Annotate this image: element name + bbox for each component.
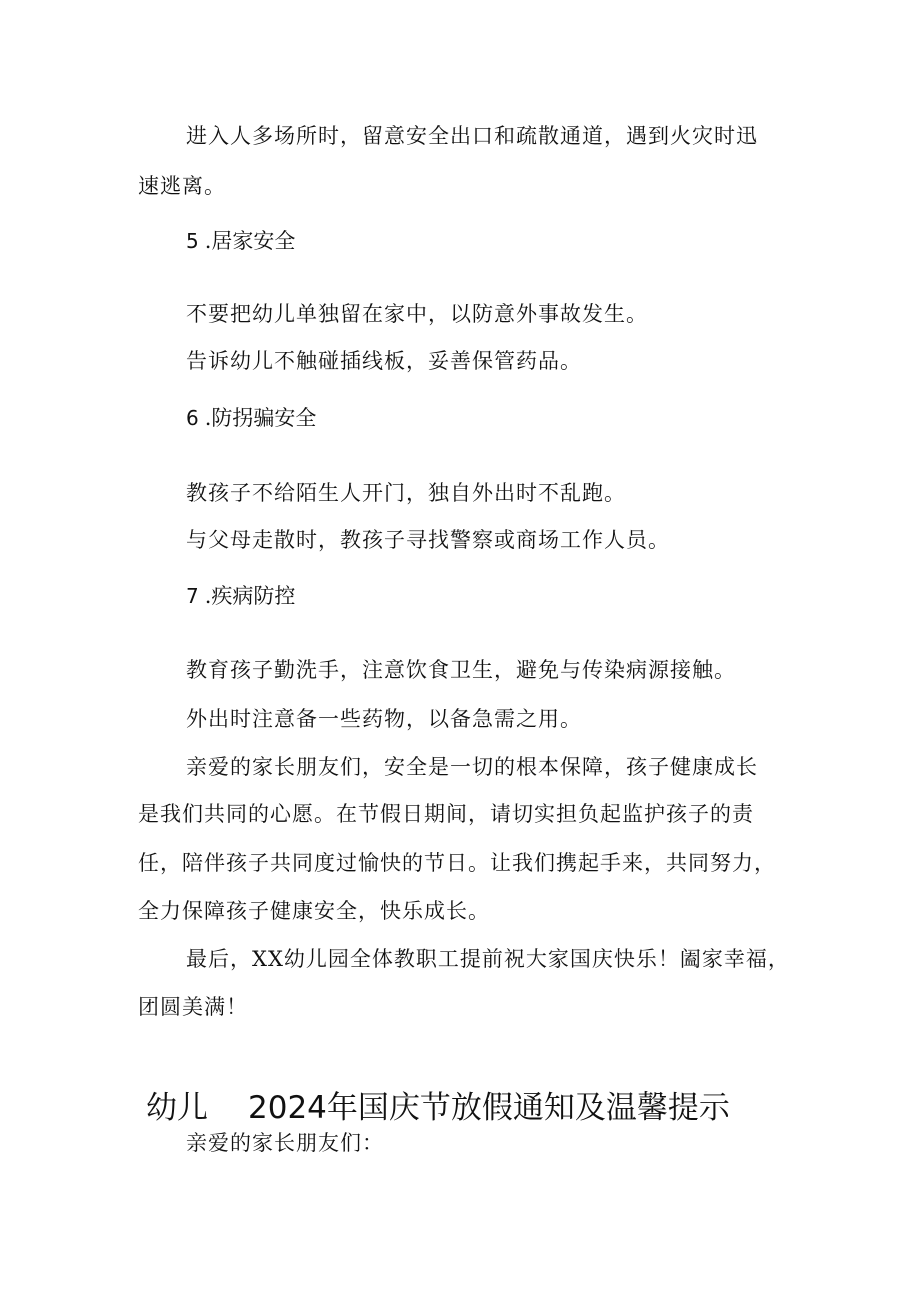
paragraph-greetings-line1: 最后，XX幼儿园全体教职工提前祝大家国庆快乐！阖家幸福，	[186, 947, 790, 971]
notice-title-part2: 2024年国庆节放假通知及温馨提示	[248, 1090, 730, 1126]
section-title: .防拐骗安全	[204, 406, 317, 430]
paragraph-closing-line4: 全力保障孩子健康安全，快乐成长。	[138, 899, 490, 923]
paragraph-disease-control-1: 教育孩子勤洗手，注意饮食卫生，避免与传染病源接触。	[186, 658, 736, 682]
section-heading-home-safety	[186, 227, 295, 255]
notice-title	[146, 1088, 730, 1128]
paragraph-fire-safety-line2: 速逃离。	[138, 174, 226, 198]
notice-greeting: 亲爱的家长朋友们：	[186, 1131, 384, 1155]
paragraph-anti-abduction-2: 与父母走散时，教孩子寻找警察或商场工作人员。	[186, 528, 670, 552]
paragraph-closing-line2: 是我们共同的心愿。在节假日期间，请切实担负起监护孩子的责	[138, 802, 754, 826]
section-title: .居家安全	[204, 229, 296, 253]
paragraph-fire-safety-line1: 进入人多场所时，留意安全出口和疏散通道，遇到火灾时迅	[186, 124, 758, 148]
paragraph-closing-line3: 任，陪伴孩子共同度过愉快的节日。让我们携起手来，共同努力，	[138, 851, 776, 875]
paragraph-disease-control-2: 外出时注意备一些药物，以备急需之用。	[186, 707, 582, 731]
paragraph-closing-line1: 亲爱的家长朋友们，安全是一切的根本保障，孩子健康成长	[186, 755, 758, 779]
paragraph-anti-abduction-1: 教孩子不给陌生人开门，独自外出时不乱跑。	[186, 481, 626, 505]
paragraph-greetings-line2: 团圆美满！	[138, 995, 248, 1019]
section-heading-disease-control	[186, 582, 295, 610]
notice-title-part1: 幼儿	[146, 1090, 208, 1126]
section-number: 6	[186, 406, 199, 430]
section-heading-anti-abduction	[186, 404, 316, 432]
section-number: 5	[186, 229, 199, 253]
paragraph-home-safety-1: 不要把幼儿单独留在家中，以防意外事故发生。	[186, 302, 648, 326]
section-number: 7	[186, 584, 199, 608]
section-title: .疾病防控	[204, 584, 296, 608]
paragraph-home-safety-2: 告诉幼儿不触碰插线板，妥善保管药品。	[186, 349, 582, 373]
